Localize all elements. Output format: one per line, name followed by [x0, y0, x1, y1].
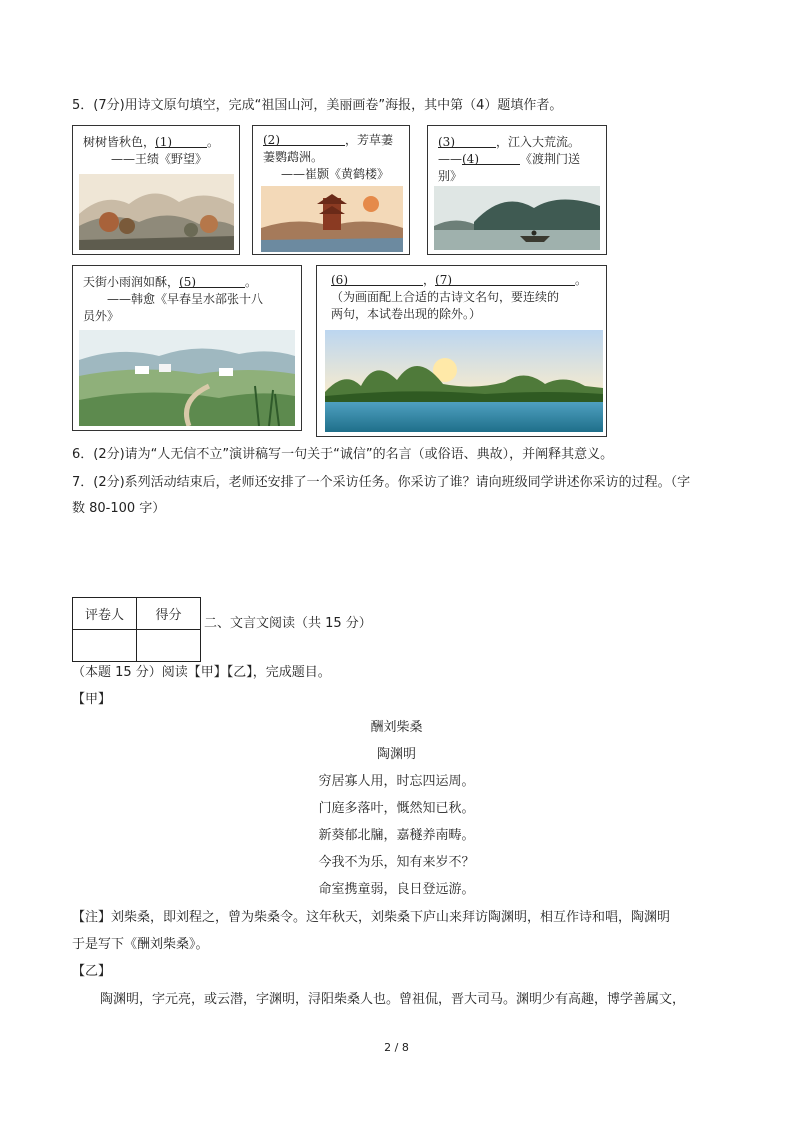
blank-3[interactable]: (3) [438, 135, 455, 149]
poster-box-4-line-3: 员外》 [83, 309, 120, 323]
poem-author: 陶渊明 [376, 747, 416, 762]
poem-title: 酬刘柴桑 [370, 720, 423, 735]
blank-2[interactable]: (2) [263, 133, 280, 147]
score-table-header-grader: 评卷人 [73, 598, 137, 630]
poster-box-5-line-1: (6) ，(7) 。 [331, 273, 588, 287]
score-cell[interactable] [137, 630, 201, 662]
poster-box-1 [72, 125, 240, 255]
question-7-line-1: 7．(2分)系列活动结束后，老师还安排了一个采访任务。你采访了谁？请向班级同学讲述你采访的过程。（字 [72, 475, 691, 490]
poster-box-4 [72, 265, 302, 431]
question-5: 5．(7分)用诗文原句填空，完成“祖国山河，美丽画卷”海报，其中第（4）题填作者。 [72, 98, 563, 113]
yellow-crane-tower-painting [261, 186, 403, 252]
poster-box-3-line-1: (3) ，江入大荒流。 [438, 135, 581, 149]
poster-box-5-line-2: （为画面配上合适的古诗文名句，要连续的 [331, 290, 560, 304]
blank-4[interactable]: (4) [462, 152, 479, 166]
label-yi: 【乙】 [72, 964, 112, 979]
poster-box-3-line-3: 别》 [438, 169, 463, 183]
poster-box-3 [427, 125, 607, 255]
poster-box-2-line-1: (2) ，芳草萋 [263, 133, 394, 147]
poster-box-4-line-2: ——韩愈《早春呈水部张十八 [107, 292, 264, 306]
grader-cell[interactable] [73, 630, 137, 662]
poem-line: 命室携童弱，良日登远游。 [318, 882, 475, 897]
question-6: 6．(2分)请为“人无信不立”演讲稿写一句关于“诚信”的名言（或俗语、典故），并阐释其意义。 [72, 447, 614, 462]
blank-7[interactable]: (7) [435, 273, 453, 287]
poem-line: 门庭多落叶，慨然知已秋。 [318, 801, 475, 816]
poster-box-2 [252, 125, 410, 255]
poster-box-2-source: ——崔颢《黄鹤楼》 [281, 167, 390, 181]
blank-6[interactable]: (6) [331, 273, 348, 287]
poster-box-2-line-2: 萋鹦鹉洲。 [263, 150, 324, 164]
section-2-title: 二、文言文阅读（共 15 分） [204, 616, 372, 631]
section-2-intro: （本题 15 分）阅读【甲】【乙】，完成题目。 [72, 665, 331, 680]
note-line-1: 【注】刘柴桑，即刘程之，曾为柴桑令。这年秋天，刘柴桑下庐山来拜访陶渊明，相互作诗和唱，陶渊明 [72, 910, 671, 925]
page-number: 2 / 8 [384, 1041, 409, 1054]
poster-box-5-line-3: 两句，本试卷出现的除外。） [331, 307, 482, 321]
river-boat-painting [434, 186, 600, 250]
spring-rain-landscape-painting [79, 330, 295, 426]
poem-line: 今我不为乐，知有来岁不？ [318, 855, 475, 870]
blank-5[interactable]: (5) [179, 275, 197, 289]
karst-lake-landscape-photo [325, 330, 603, 432]
poster-box-5 [316, 265, 607, 437]
score-table-header-score: 得分 [137, 598, 201, 630]
landscape-painting-autumn [79, 174, 234, 250]
score-table [72, 597, 201, 662]
label-jia: 【甲】 [72, 692, 112, 707]
poem-line: 穷居寡人用，时忘四运周。 [318, 774, 475, 789]
poster-box-3-line-2: ——(4) 《渡荆门送 [438, 152, 581, 166]
poster-box-1-source: ——王绩《野望》 [111, 152, 208, 166]
poster-box-1-line-1: 树树皆秋色，(1) 。 [83, 135, 220, 149]
question-7-line-2: 数 80-100 字） [72, 501, 166, 516]
poem-line: 新葵郁北牖，嘉穟养南畴。 [318, 828, 475, 843]
note-line-2: 于是写下《酬刘柴桑》。 [72, 937, 209, 952]
poster-box-4-line-1: 天街小雨润如酥，(5) 。 [83, 275, 258, 289]
blank-1[interactable]: (1) [155, 135, 173, 149]
yi-passage-line-1: 陶渊明，字元亮，或云潜，字渊明，浔阳柴桑人也。曾祖侃，晋大司马。渊明少有高趣，博学善属文， [100, 992, 686, 1007]
